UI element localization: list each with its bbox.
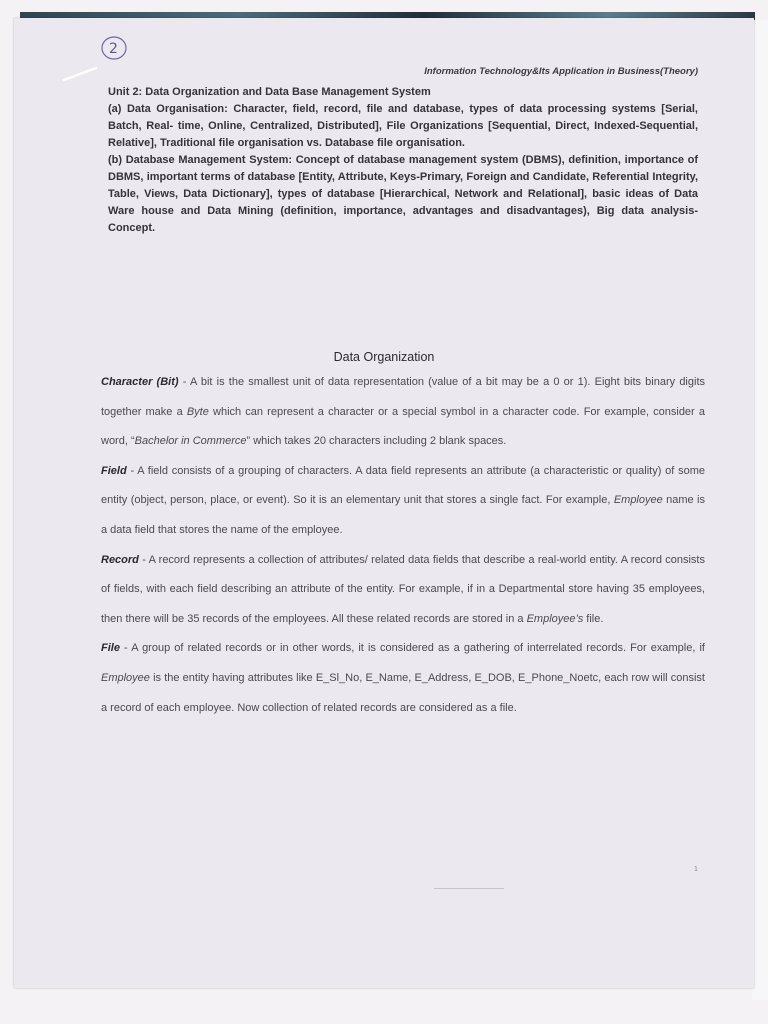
paragraph-text: - A field consists of a grouping of characters. A data field represents an attribute (a characteristic or quality) of some entity (object, person, place, or event). So it is an elementary unit that stores a single fact. For example, [101,464,705,507]
syllabus-part-a: (a) Data Organisation: Character, field, record, file and database, types of data processing systems [Serial, Batch, Real- time, Online, Centralized, Distributed], File Organizations [Sequential, Direct, Indexed-Sequential, Relative], Traditional file organisation vs. Database file organisation. [108,103,698,149]
paragraph-file [101,634,705,723]
paragraph-text: which can represent a character or a special symbol in a character code. For example, consider a word, “ [101,405,705,448]
section-title: Data Organization [333,350,435,364]
emphasis-employee: Employee [613,494,663,507]
paper-smudge [434,888,504,889]
term-character: Character (Bit) [101,376,179,388]
body-text [101,368,705,723]
paragraph-text: name is a data field that stores the name of the employee. [101,494,705,536]
emphasis-employee: Employee [101,671,150,684]
paragraph-text: - A group of related records or in other words, it is considered as a gathering of interrelated records. For example, if [119,642,705,655]
document-page [14,18,754,988]
term-record: Record [101,553,139,566]
term-field: Field [101,464,127,477]
paragraph-text: - A bit is the smallest unit of data representation (value of a bit may be a 0 or 1). Eight bits binary digits together make a [101,376,705,418]
emphasis-example: Bachelor in Commerce [134,435,247,448]
paragraph-text: file. [583,612,604,625]
paragraph-text: is the entity having attributes like E_Sl_No, E_Name, E_Address, E_DOB, E_Phone_Noetc, each row will consist a record of each employee. Now collection of related records are considered as a file. [101,671,705,714]
emphasis-byte: Byte [186,405,209,418]
running-header: Information Technology&Its Application in Business(Theory) [424,66,698,77]
paragraph-text: - A record represents a collection of attributes/ related data fields that describe a real-world entity. A record consists of fields, with each field describing an attribute of the entity. For example, if in a Departmental store having 35 employees, then there will be 35 records of the employees. All these related records are stored in a [101,553,705,625]
syllabus-part-b: (b) Database Management System: Concept of database management system (DBMS), definition, importance of DBMS, important terms of database [Entity, Attribute, Keys-Primary, Foreign and Candidate, Referential Integrity, Table, Views, Data Dictionary], types of database [Hierarchical, Network and Relational], basic ideas of Data Ware house and Data Mining (definition, importance, advantages and disadvantages), Big data analysis-Concept. [108,154,698,234]
page-edge [752,20,768,1000]
paragraph-character [101,368,705,457]
handwritten-circled-number [100,34,130,62]
unit-title: Unit 2: Data Organization and Data Base Management System [108,86,431,98]
svg-text:2: 2 [109,41,118,57]
syllabus-block [108,84,698,237]
emphasis-employees-file: Employee’s [526,612,584,625]
paragraph-field [101,457,705,546]
term-file: File [101,642,120,655]
pen-stroke-mark [62,64,98,84]
page-folio: 1 [694,866,698,873]
paragraph-record [101,546,705,635]
paragraph-text: ” which takes 20 characters including 2 blank spaces. [246,435,507,448]
